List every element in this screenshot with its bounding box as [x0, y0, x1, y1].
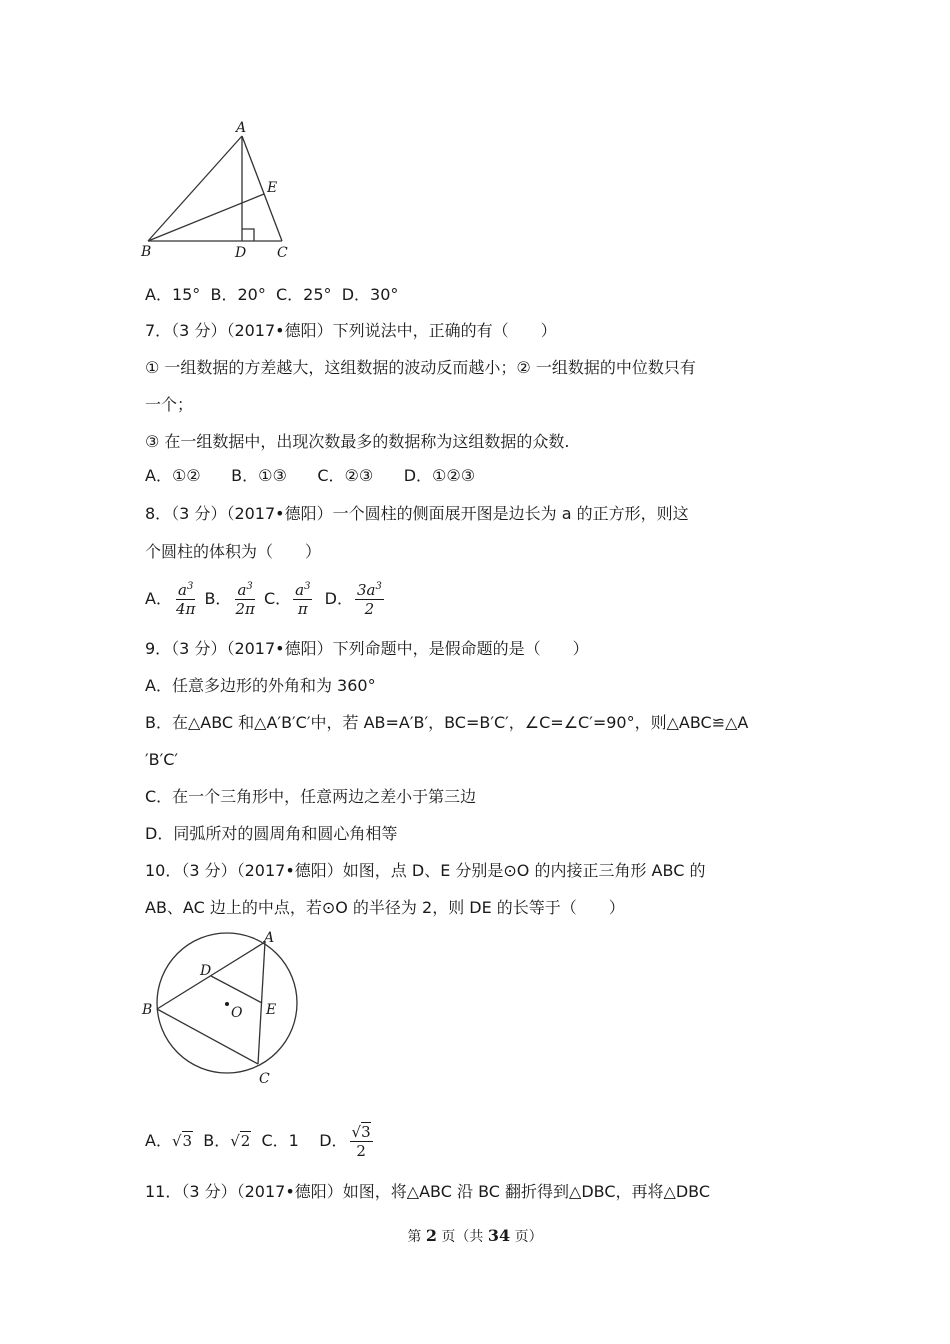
q7-option-a: A．①② [145, 466, 201, 485]
q9-option-d: D．同弧所对的圆周角和圆心角相等 [145, 824, 398, 843]
side-ab [148, 136, 242, 241]
q7-stem: 7．（3 分）（2017•德阳）下列说法中，正确的有（ ） [145, 321, 557, 340]
q10-option-a: A．√3 [145, 1131, 193, 1150]
total-pages: 34 [487, 1226, 511, 1245]
right-angle-mark [242, 229, 254, 241]
page-footer: 第 2 页（共 34 页） [407, 1226, 543, 1245]
q7-option-c: C．②③ [317, 466, 374, 485]
segment-de [211, 976, 262, 1003]
q9-option-b-cont: ′B′C′ [145, 750, 179, 769]
label-a: A [236, 120, 247, 136]
q7-statement-2: ③ 在一组数据中，出现次数最多的数据称为这组数据的众数. [145, 432, 570, 451]
q10-option-c: C．1 [261, 1131, 299, 1150]
label-a: A [264, 930, 275, 946]
q6-options [145, 284, 398, 306]
q9-option-b: B．在△ABC 和△A′B′C′中，若 AB=A′B′，BC=B′C′，∠C=∠C′=90°，则△ABC≌△A [145, 713, 749, 732]
q10-options [145, 1118, 375, 1164]
q6-option-d: D．30° [341, 285, 399, 304]
q8-option-d: D． $\frac{3a^3}{2}$ [324, 581, 382, 618]
q7-statement-1-cont: 一个； [145, 395, 194, 414]
q9-stem: 9．（3 分）（2017•德阳）下列命题中，是假命题的是（ ） [145, 639, 589, 658]
q6-option-b: B．20° [210, 285, 266, 304]
side-bc [157, 1009, 258, 1064]
q6-option-a: A．15° [145, 285, 201, 304]
fraction-a: $\frac{a^3}{4\pi}$ [175, 581, 196, 618]
q7-statement-1: ① 一组数据的方差越大，这组数据的波动反而越小；② 一组数据的中位数只有 [145, 358, 696, 377]
q7-option-d: D．①②③ [403, 466, 476, 485]
fraction-d: $\frac{3a^3}{2}$ [356, 581, 382, 618]
q6-option-c: C．25° [276, 285, 332, 304]
q8-option-c: C． $\frac{a^3}{\pi}$ [263, 581, 311, 618]
label-e: E [266, 1002, 277, 1018]
q10-option-d: D． $\frac{√3}{2}$ [319, 1123, 371, 1160]
label-c: C [277, 245, 288, 261]
triangle-figure [138, 118, 308, 268]
q7-option-b: B．①③ [231, 466, 287, 485]
sqrt-2: √2 [230, 1132, 251, 1150]
segment-be [148, 194, 264, 241]
label-e: E [267, 180, 278, 196]
q11-stem: 11．（3 分）（2017•德阳）如图，将△ABC 沿 BC 翻折得到△DBC，再将△DBC [145, 1182, 711, 1201]
q10-stem-2: AB、AC 边上的中点，若⊙O 的半径为 2，则 DE 的长等于（ ） [145, 898, 625, 917]
q10-stem-1: 10．（3 分）（2017•德阳）如图，点 D、E 分别是⊙O 的内接正三角形 ABC 的 [145, 861, 706, 880]
q8-option-b: B． $\frac{a^3}{2\pi}$ [204, 581, 255, 618]
sqrt-3: √3 [171, 1132, 193, 1150]
label-b: B [142, 1002, 153, 1018]
fraction-sqrt3-over-2: $\frac{√3}{2}$ [351, 1123, 371, 1160]
page-number: 2 [425, 1226, 437, 1245]
q8-stem-1: 8．（3 分）（2017•德阳）一个圆柱的侧面展开图是边长为 a 的正方形，则这 [145, 504, 689, 523]
q8-option-a: A． $\frac{a^3}{4\pi}$ [145, 581, 196, 618]
label-c: C [259, 1071, 270, 1087]
fraction-b: $\frac{a^3}{2\pi}$ [235, 581, 255, 618]
q9-option-c: C．在一个三角形中，任意两边之差小于第三边 [145, 787, 477, 806]
center-point [225, 1002, 229, 1006]
label-b: B [141, 244, 152, 260]
label-o: O [231, 1005, 243, 1021]
label-d: D [200, 963, 212, 979]
q9-option-a: A．任意多边形的外角和为 360° [145, 676, 376, 695]
q8-stem-2: 个圆柱的体积为（ ） [145, 542, 322, 561]
fraction-c: $\frac{a^3}{\pi}$ [295, 581, 311, 618]
q10-option-b: B．√2 [203, 1131, 251, 1150]
q8-options [145, 576, 386, 622]
circle-figure [138, 928, 308, 1088]
q7-options [145, 465, 475, 487]
label-d: D [235, 245, 247, 261]
